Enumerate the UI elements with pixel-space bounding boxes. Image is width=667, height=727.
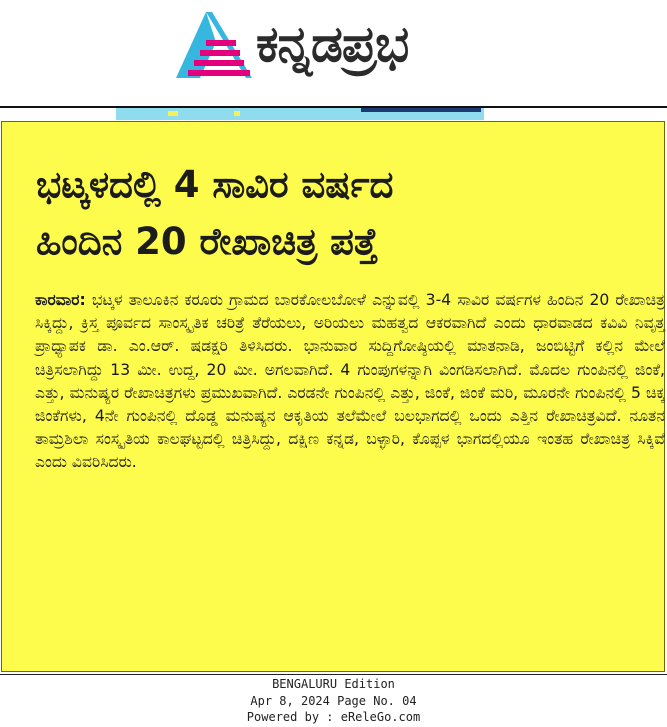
edition-label: BENGALURU Edition: [272, 677, 395, 691]
masthead-logo-text: ಕನ್ನಡಪ್ರಭ: [256, 15, 409, 73]
article-clipping: [1, 121, 665, 672]
article-body-text: ಭಟ್ಕಳ ತಾಲೂಕಿನ ಕರೂರು ಗ್ರಾಮದ ಬಾರಕೋಲಬೋಳೆ ಎನ್ನುವಲ್ಲಿ 3-4 ಸಾವಿರ ವರ್ಷಗಳ ಹಿಂದಿನ 20 ರೇಖಾಚಿತ್ರ ಸಿಕ್ಕಿದ್ದು, ಕ್ರಿಸ್ತ ಪೂರ್ವದ ಸಾಂಸ್ಕೃತಿಕ ಚರಿತ್ರೆ ತೆರೆಯಲು, ಅರಿಯಲು ಮಹತ್ವದ ಆಕರವಾಗಿದೆ ಎಂದು ಧಾರವಾಡದ ಕವಿವಿ ನಿವೃತ್ತ ಪ್ರಾಧ್ಯಾಪಕ ಡಾ. ಎಂ.ಆರ್. ಷಡಕ್ಷರಿ ತಿಳಿಸಿದರು. ಭಾನುವಾರ ಸುದ್ದಿಗೋಷ್ಠಿಯಲ್ಲಿ ಮಾತನಾಡಿ, ಜಂಬಿಟ್ಟಿಗೆ ಕಲ್ಲಿನ ಮೇಲೆ ಚಿತ್ರಿಸಲಾಗಿದ್ದು 13 ಮೀ. ಉದ್ದ, 20 ಮೀ. ಅಗಲವಾಗಿದೆ. 4 ಗುಂಪುಗಳನ್ನಾಗಿ ವಿಂಗಡಿಸಲಾಗಿದೆ. ಮೊದಲ ಗುಂಪಿನಲ್ಲಿ ಜಿಂಕೆ, ಎತ್ತು, ಮನುಷ್ಯರ ರೇಖಾಚಿತ್ರಗಳು ಪ್ರಮುಖವಾಗಿದೆ. ಎರಡನೇ ಗುಂಪಿನಲ್ಲಿ ಎತ್ತು, ಜಿಂಕೆ, ಜಿಂಕೆ ಮರಿ, ಮೂರನೇ ಗುಂಪಿನಲ್ಲಿ 5 ಚಿಕ್ಕ ಜಿಂಕೆಗಳು, 4ನೇ ಗುಂಪಿನಲ್ಲಿ ದೊಡ್ಡ ಮನುಷ್ಯನ ಆಕೃತಿಯ ತಲೆಮೇಲೆ ಬಲಭಾಗದಲ್ಲಿ ಒಂದು ಎತ್ತಿನ ರೇಖಾಚಿತ್ರವಿದೆ. ನೂತನ ತಾಮ್ರಶಿಲಾ ಸಂಸ್ಕೃತಿಯ ಕಾಲಘಟ್ಟದಲ್ಲಿ ಚಿತ್ರಿಸಿದ್ದು, ದಕ್ಷಿಣ ಕನ್ನಡ, ಬಳ್ಳಾರಿ, ಕೊಪ್ಪಳ ಭಾಗದಲ್ಲಿಯೂ ಇಂತಹ ರೇಖಾಚಿತ್ರ ಸಿಕ್ಕಿವೆ ಎಂದು ವಿವರಿಸಿದರು.: [35, 291, 665, 472]
article-body: [35, 289, 665, 475]
cropped-banner-strip: [116, 108, 484, 120]
date-page-label: Apr 8, 2024 Page No. 04: [250, 693, 417, 708]
kannada-prabha-logo-icon: [176, 12, 252, 80]
masthead: [0, 0, 667, 106]
headline-line-1: ಭಟ್ಕಳದಲ್ಲಿ 4 ಸಾವಿರ ವರ್ಷದ: [36, 163, 394, 206]
powered-by-label: Powered by : eReleGo.com: [246, 710, 421, 724]
edition-footer: [0, 676, 667, 726]
dateline: ಕಾರವಾರ:: [35, 291, 86, 309]
footer-divider: [0, 674, 667, 675]
headline: [36, 156, 636, 270]
headline-line-2: ಹಿಂದಿನ 20 ರೇಖಾಚಿತ್ರ ಪತ್ತೆ: [36, 220, 379, 263]
